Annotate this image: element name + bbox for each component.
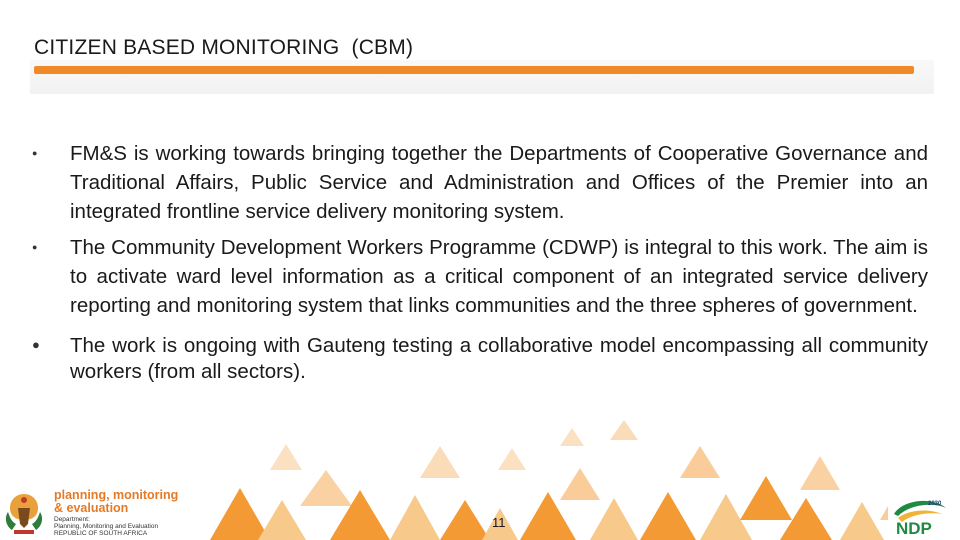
bullet-text: The work is ongoing with Gauteng testing a collaborative model encompassing all community workers (from all sectors). [70,333,928,383]
ndp-2030-logo [888,492,952,538]
svg-text:2030: 2030 [928,501,942,507]
bullet-text: The Community Development Workers Programme (CDWP) is integral to this work. The aim is to activate ward level information as a critical component of an integrated service delivery reporting and monitoring system that links communities and the three spheres of government. [70,236,928,317]
bullet-item [30,333,928,385]
bullet-text: FM&S is working towards bringing together the Departments of Cooperative Governance and Traditional Affairs, Public Service and Administration and Offices of the Premier into an integrated frontline service delivery monitoring system. [70,142,928,223]
org-name: planning, monitoring & evaluation [54,488,179,515]
dpme-logo [0,488,190,540]
bullet-dot: ● [32,242,38,253]
department-text: Department: Planning, Monitoring and Evaluation REPUBLIC OF SOUTH AFRICA [54,516,159,538]
bullet-list [30,140,928,393]
page-number: 11 [492,515,506,530]
bullet-dot: ● [32,336,40,352]
slide-title: CITIZEN BASED MONITORING (CBM) [34,36,414,59]
bullet-item [30,140,928,226]
bullet-item [30,234,928,320]
svg-text:NDP: NDP [896,519,932,538]
coat-of-arms-icon [2,490,46,538]
bullet-dot: ● [32,148,38,158]
